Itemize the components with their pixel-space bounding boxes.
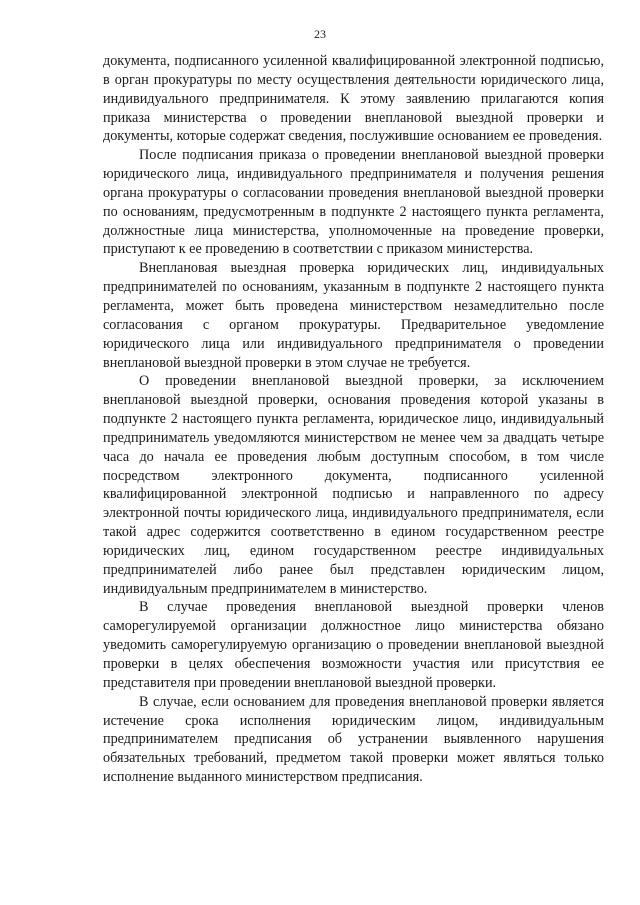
paragraph-continuation: документа, подписанного усиленной квалифицированной электронной подписью, в орган прокуратуры по месту осуществления деятельности юридического лица, индивидуального предпринимателя. К этому заявлению прилагаются копия приказа министерства о проведении внеплановой выездной проверки и документы, которые содержат сведения, послужившие основанием ее проведения. xyxy=(103,53,604,145)
document-body xyxy=(103,52,604,787)
paragraph-prescription-deadline: В случае, если основанием для проведения внеплановой проверки является истечение срока исполнения юридическим лицом, индивидуальным предпринимателем предписания об устранении выявленного нарушения обязательных требований, предметом такой проверки может являться только исполнение выданного министерством предписания. xyxy=(103,693,604,786)
paragraph-after-signing: После подписания приказа о проведении внеплановой выездной проверки юридического лица, индивидуального предпринимателя и получения решения органа прокуратуры о согласовании проведения внеплановой выездной проверки по основаниям, предусмотренным в подпункте 2 настоящего пункта регламента, должностные лица министерства, уполномоченные на проведение проверки, приступают к ее проведению в соответствии с приказом министерства. xyxy=(103,147,604,258)
paragraph-self-regulatory-org: В случае проведения внеплановой выездной проверки членов саморегулируемой организации должностное лицо министерства обязано уведомить саморегулируемую организацию о проведении внеплановой выездной проверки в целях обеспечения возможности участия или присутствия ее представителя при проведении внеплановой выездной проверки. xyxy=(103,599,604,691)
paragraph-unscheduled-inspection: Внеплановая выездная проверка юридических лиц, индивидуальных предпринимателей по основаниям, указанным в подпункте 2 настоящего пункта регламента, может быть проведена министерством незамедлительно после согласования с органом прокуратуры. Предварительное уведомление юридического лица или индивидуального предпринимателя о проведении внеплановой выездной проверки в этом случае не требуется. xyxy=(103,260,604,371)
paragraph-notification: О проведении внеплановой выездной проверки, за исключением внеплановой выездной проверки, основания проведения которой указаны в подпункте 2 настоящего пункта регламента, юридическое лицо, индивидуальный предприниматель уведомляются министерством не менее чем за двадцать четыре часа до начала ее проведения любым доступным способом, в том числе посредством электронного документа, подписанного усиленной квалифицированной электронной подписью и направленного по адресу электронной почты юридического лица, индивидуального предпринимателя, если такой адрес содержится соответственно в едином государственном реестре юридических лиц, едином государственном реестре индивидуальных предпринимателей либо ранее был представлен юридическим лицом, индивидуальным предпринимателем в министерство. xyxy=(103,373,604,597)
page-number: 23 xyxy=(314,27,326,41)
